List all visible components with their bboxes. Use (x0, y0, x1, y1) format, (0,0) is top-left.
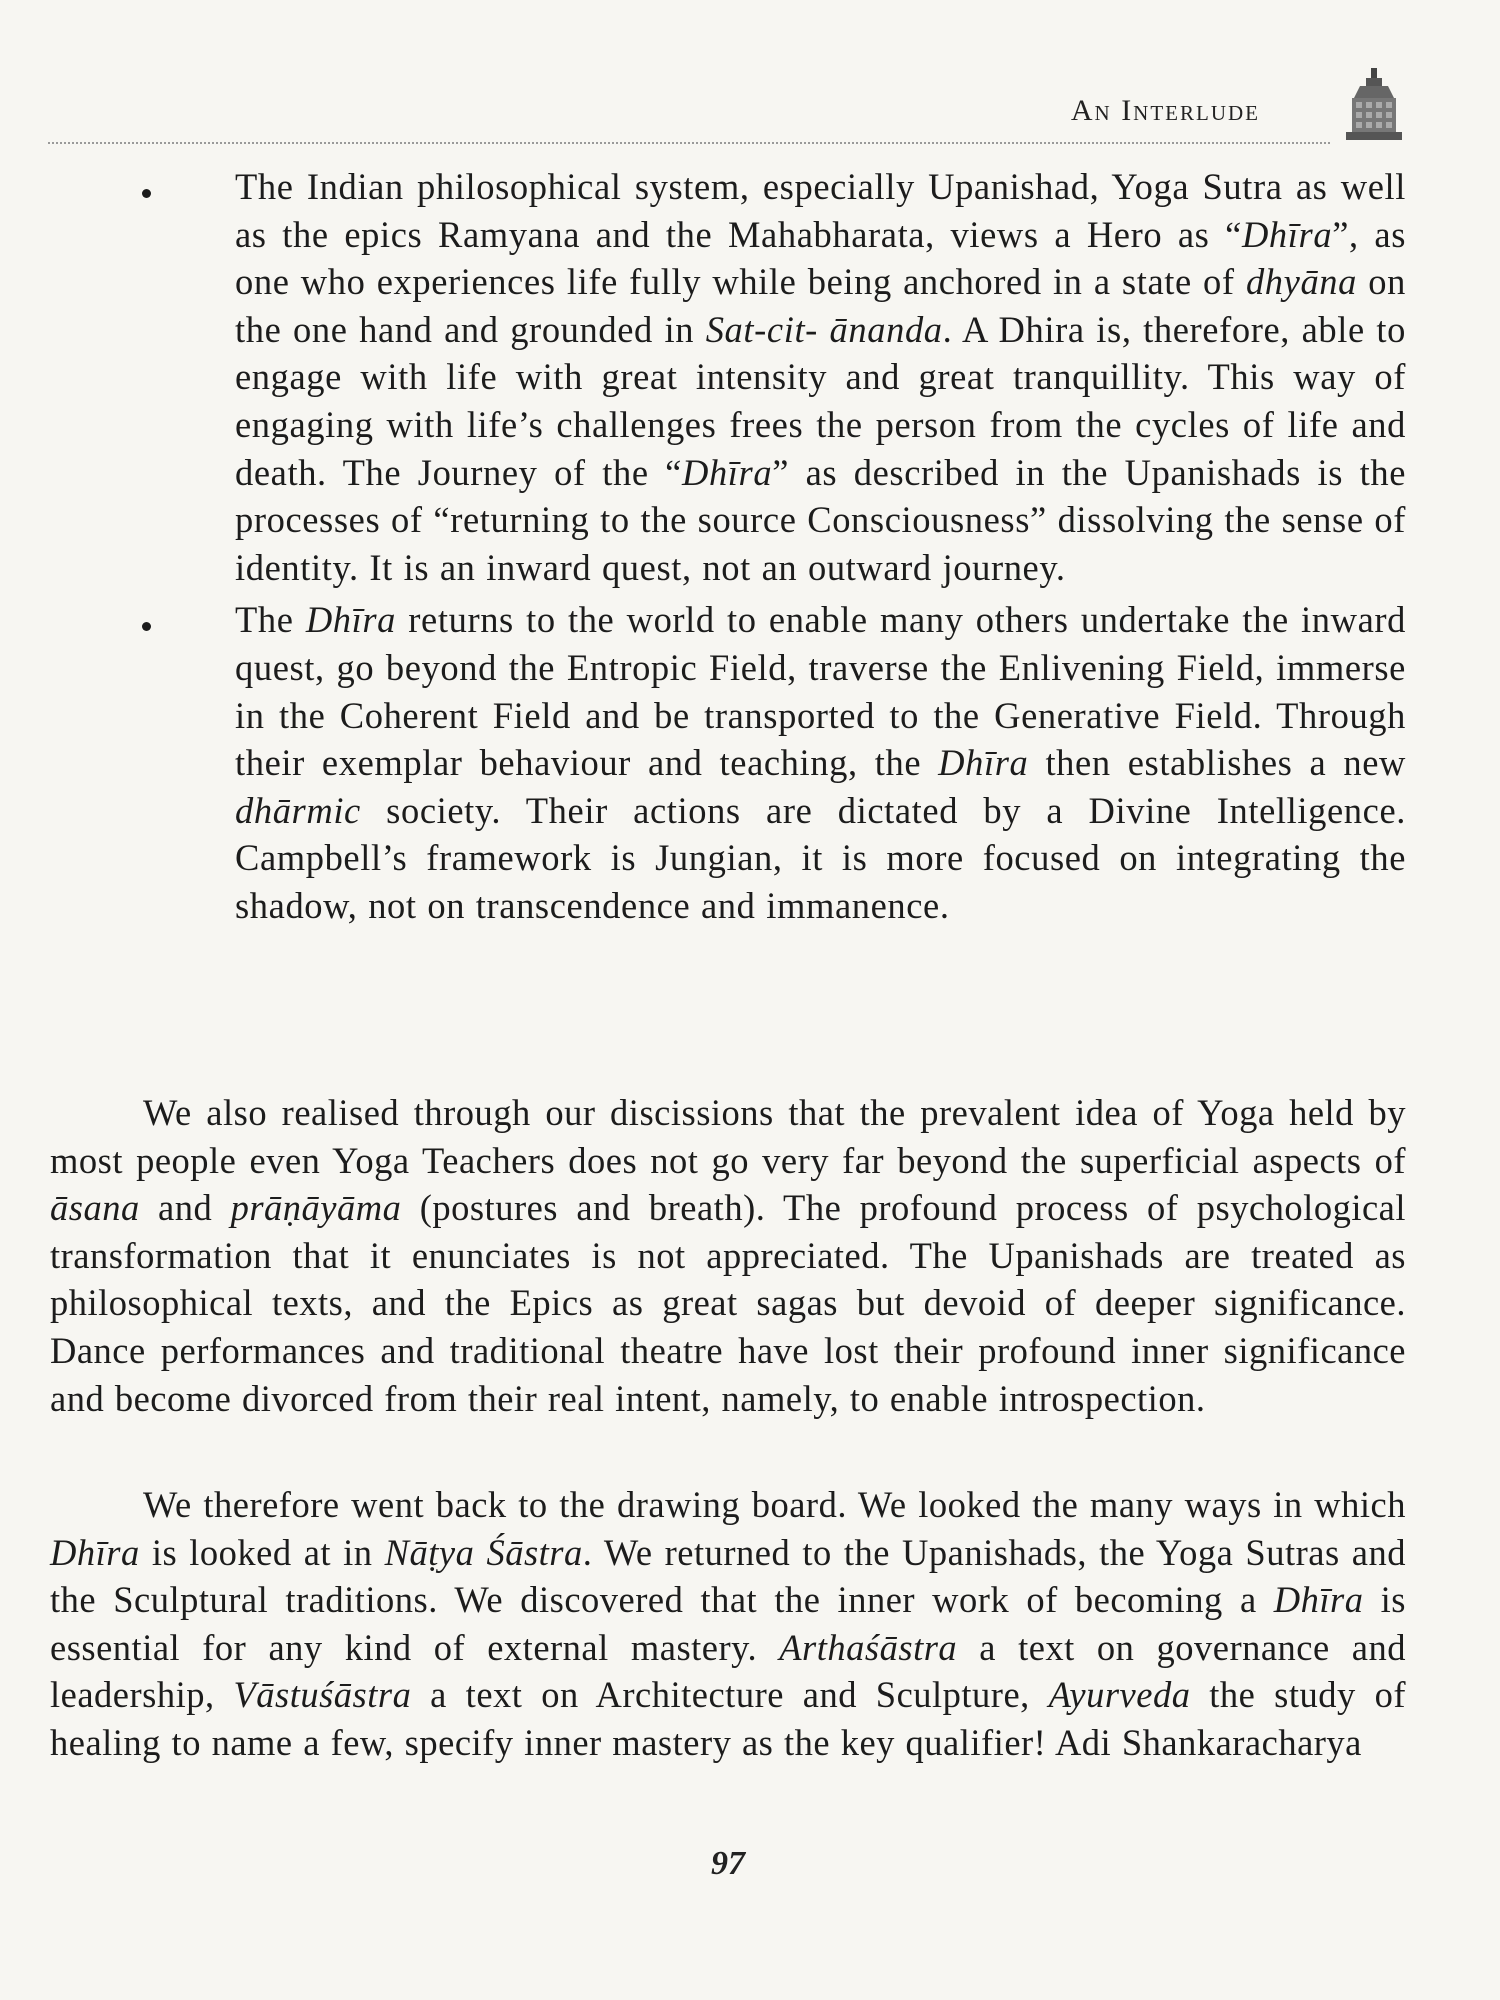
bullet-marker (142, 189, 151, 198)
italic-term: Dhīra (50, 1531, 140, 1573)
text-run: . A Dhira is, therefore, able to engage with life with great intensity and great tranquillity. This way of engaging with life’s challenges frees the person from the cycles of life and death. The Journey of the “ (235, 308, 1407, 493)
italic-term: prāṇāyāma (230, 1187, 402, 1229)
italic-term: Dhīra (1241, 213, 1333, 255)
body-paragraph (50, 1089, 1406, 1422)
bullet-marker (142, 622, 151, 631)
body-paragraph (50, 1481, 1406, 1767)
italic-term: dhyāna (1245, 261, 1358, 303)
bullet-text (235, 163, 1406, 591)
bullet-item (142, 596, 1406, 929)
text-run: the study of healing to name a few, specify inner mastery as the key qualifier! Adi Shankaracharya (50, 1674, 1406, 1763)
bullet-item (142, 163, 1406, 591)
italic-term: Nāṭya Śāstra (384, 1531, 583, 1573)
text-run: (postures and breath). The profound process of psychological transformation that it enunciates is not appreciated. The Upanishads are treated as philosophical texts, and the Epics as great sagas but devoid of deeper significance. Dance performances and traditional theatre have lost their profound inner significance and become divorced from their real intent, namely, to enable introspection. (50, 1187, 1407, 1419)
text-run: and (139, 1187, 231, 1229)
page-number: 97 (711, 1845, 745, 1882)
text-run: society. Their actions are dictated by a Divine Intelligence. Campbell’s framework is Jungian, it is more focused on integrating the shadow, not on transcendence and immanence. (235, 789, 1406, 926)
text-run: a text on Architecture and Sculpture, (411, 1674, 1049, 1716)
running-header (48, 84, 1430, 146)
text-run: We also realised through our discissions that the prevalent idea of Yoga held by most people even Yoga Teachers does not go very far beyond the superficial aspects of (50, 1092, 1406, 1181)
italic-term: Sat-cit- ānanda (705, 308, 943, 350)
text-run: a text on governance and leadership, (50, 1626, 1406, 1716)
italic-term: Dhīra (1273, 1579, 1364, 1621)
header-divider (48, 142, 1330, 144)
text-run: on the one hand and grounded in (235, 261, 1406, 350)
bullet-text (235, 596, 1406, 929)
italic-term: Vāstuśāstra (233, 1674, 412, 1716)
bullet-list (142, 163, 1406, 935)
temple-ornament-icon (1344, 66, 1404, 140)
text-run: The (235, 599, 306, 641)
text-run: returns to the world to enable many others undertake the inward quest, go beyond the Entropic Field, traverse the Enlivening Field, immerse in the Coherent Field and be transported to the Generative Field. Through their exemplar behaviour and teaching, the (235, 599, 1406, 784)
text-run: ”, as one who experiences life fully while being anchored in a state of (235, 213, 1406, 303)
italic-term: āsana (50, 1187, 140, 1229)
text-run: . We returned to the Upanishads, the Yoga Sutras and the Sculptural traditions. We discovered that the inner work of becoming a (50, 1531, 1406, 1621)
text-run: The Indian philosophical system, especially Upanishad, Yoga Sutra as well as the epics Ramyana and the Mahabharata, views a Hero as “ (235, 166, 1406, 255)
text-run: We therefore went back to the drawing board. We looked the many ways in which (143, 1484, 1406, 1525)
italic-term: Dhīra (682, 451, 773, 493)
text-run: is looked at in (139, 1531, 385, 1573)
italic-term: Arthaśāstra (779, 1626, 958, 1668)
header-title: An Interlude (1070, 94, 1260, 127)
text-run: then establishes a new (1028, 742, 1406, 784)
text-run: ” as described in the Upanishads is the processes of “returning to the source Consciousness” dissolving the sense of identity. It is an inward quest, not an outward journey. (235, 451, 1406, 588)
text-run: is essential for any kind of external mastery. (50, 1579, 1406, 1668)
italic-term: Dhīra (938, 742, 1029, 784)
italic-term: Dhīra (305, 599, 397, 641)
italic-term: dhārmic (235, 789, 361, 831)
italic-term: Ayurveda (1048, 1674, 1191, 1716)
